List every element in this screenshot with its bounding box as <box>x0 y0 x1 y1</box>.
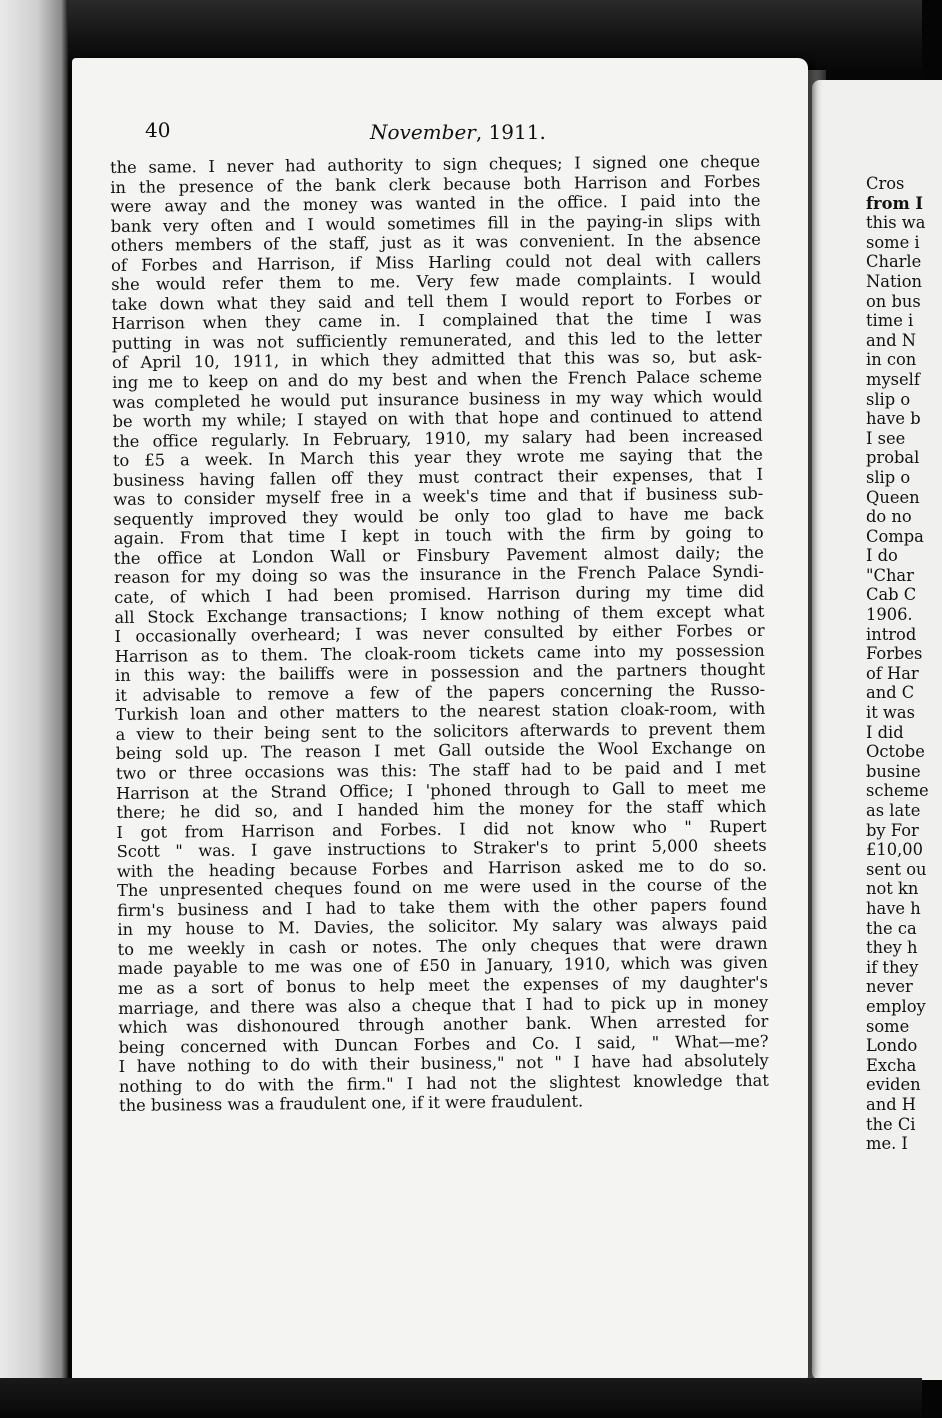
right-page-line: time i <box>866 311 914 331</box>
right-page-line: slip o <box>866 467 911 487</box>
body-line: to me weekly in cash or notes. The only cheques that were drawn <box>117 933 768 959</box>
right-page-line: introd <box>866 624 917 644</box>
body-line: again. From that time I kept in touch with the firm by going to <box>113 523 764 549</box>
body-line: I occasionally overheard; I was never consulted by either Forbes or <box>114 620 765 647</box>
right-page-line: this wa <box>866 213 926 233</box>
right-page-line: not kn <box>866 879 919 899</box>
body-line: me as a sort of bonus to help meet the expenses of my daughter's <box>117 972 769 998</box>
body-line: The unpresented cheques found on me were used in the course of the <box>116 874 768 901</box>
right-page-line: scheme <box>866 781 929 801</box>
body-line: the business was a fraudulent one, if it were fraudulent. <box>119 1091 584 1116</box>
right-page-line: never <box>866 977 913 997</box>
body-line: putting in was not sufficiently remunerated, and this led to the letter <box>111 327 762 353</box>
body-line: with the heading because Forbes and Harrison asked me to do so. <box>116 855 767 881</box>
body-line: all Stock Exchange transactions; I know nothing of them except what <box>114 601 765 627</box>
right-page-line: 1906. <box>866 605 913 625</box>
right-page-line: probal <box>866 448 920 468</box>
body-line: to £5 a week. In March this year they wrote me saying that the <box>112 444 763 471</box>
right-page-line: Octobe <box>866 742 925 762</box>
right-page-line: Excha <box>866 1055 917 1075</box>
right-page-line: "Char <box>866 565 914 585</box>
right-page-line: the ca <box>866 918 917 938</box>
right-page-body-text <box>866 174 929 1154</box>
body-line: in my house to M. Davies, the solicitor. My salary was always paid <box>117 914 768 940</box>
body-line: firm's business and I had to take them with the other papers found <box>117 894 768 920</box>
right-page-line: and H <box>866 1094 916 1114</box>
body-line: Harrison when they came in. I complained that the time I was <box>111 308 762 334</box>
body-line: Scott " was. I gave instructions to Straker's to print 5,000 sheets <box>116 835 767 862</box>
right-page-line: do no <box>866 507 912 527</box>
right-page-line: if they <box>866 957 919 977</box>
body-line: marriage, and there was also a cheque that I had to pick up in money <box>118 992 769 1018</box>
body-line: a view to their being sent to the solicitors afterwards to prevent them <box>115 718 766 744</box>
body-line: cate, of which I had been promised. Harrison during my time did <box>114 581 765 608</box>
running-title-year: , 1911. <box>475 120 546 144</box>
body-line: the same. I never had authority to sign cheques; I signed one cheque <box>110 151 761 177</box>
body-line: sequently improved they would be only too glad to have me back <box>113 503 764 529</box>
running-title-month: November <box>370 120 476 144</box>
body-line: two or three occasions was this: The staff had to be paid and I met <box>115 757 766 783</box>
body-line: ing me to keep on and do my best and when the French Palace scheme <box>112 366 763 393</box>
right-page-line: eviden <box>866 1075 921 1095</box>
right-page-line: they h <box>866 938 918 958</box>
right-page-line: some i <box>866 232 920 252</box>
right-page-line: some <box>866 1016 910 1036</box>
body-line: Harrison as to them. The cloak-room tickets came into my possession <box>114 640 765 666</box>
body-line: I have nothing to do with their business," not " I have had absolutely <box>118 1050 769 1077</box>
right-page-line: Cab C <box>866 585 917 605</box>
right-page-line: it was <box>866 703 915 723</box>
right-page-line: and C <box>866 683 915 703</box>
scan-bottom-edge <box>0 1378 922 1418</box>
body-line: business having fallen off they must contract their expenses, that I <box>113 464 764 490</box>
right-page-line: Compa <box>866 526 924 546</box>
right-page-line: by For <box>866 820 919 840</box>
left-page-body-text <box>110 152 769 1116</box>
right-page-line: me. I <box>866 1134 908 1154</box>
body-line: the office at London Wall or Finsbury Pavement almost daily; the <box>113 542 764 568</box>
right-page-line: and N <box>866 330 917 350</box>
body-line: Turkish loan and other matters to the nearest station cloak-room, with <box>115 699 766 725</box>
body-line: was to consider myself free in a week's time and that if business sub- <box>113 484 764 510</box>
right-page-line: Forbes <box>866 644 923 664</box>
body-line: were away and the money was wanted in the office. I paid into the <box>110 190 761 217</box>
body-line: in this way: the bailiffs were in possession and the partners thought <box>114 659 766 686</box>
right-page-line: of Har <box>866 663 919 683</box>
right-page-line: employ <box>866 996 926 1016</box>
page-header <box>145 118 745 148</box>
body-line: it advisable to remove a few of the papers concerning the Russo- <box>115 679 766 705</box>
right-page-line: sent ou <box>866 859 927 879</box>
right-page-line: in con <box>866 350 917 370</box>
page-number: 40 <box>145 118 171 142</box>
body-line: being sold up. The reason I met Gall outside the Wool Exchange on <box>115 738 766 764</box>
body-line: others members of the staff, just as it was convenient. In the absence <box>110 229 761 256</box>
body-line: be worth my while; I stayed on with that hope and continued to attend <box>112 405 763 432</box>
body-line: reason for my doing so was the insurance in the French Palace Syndi- <box>113 562 765 588</box>
right-page-line: I do <box>866 546 898 566</box>
right-page-line: Londo <box>866 1036 918 1056</box>
right-page-line: I see <box>866 428 906 448</box>
right-page-line: on bus <box>866 291 921 311</box>
body-line: was completed he would put insurance business in my way which would <box>112 386 763 412</box>
scan-left-edge <box>0 0 68 1418</box>
running-title <box>370 120 546 144</box>
right-page-line: busine <box>866 761 921 781</box>
right-page-line: Cros <box>866 174 905 193</box>
body-line: made payable to me was one of £50 in January, 1910, which was given <box>117 953 768 979</box>
body-line: Harrison at the Strand Office; I 'phoned through to Gall to meet me <box>116 777 767 803</box>
body-line: being concerned with Duncan Forbes and Co. I said, " What—me? <box>118 1031 769 1057</box>
right-page-line: I did <box>866 722 904 742</box>
body-line: nothing to do with the firm." I had not the slightest knowledge that <box>118 1070 769 1096</box>
body-line: which was dishonoured through another bank. When arrested for <box>118 1011 769 1038</box>
body-line: bank very often and I would sometimes fill in the paying-in slips with <box>110 210 761 236</box>
body-line: I got from Harrison and Forbes. I did not know who " Rupert <box>116 816 767 842</box>
right-page-line: Charle <box>866 252 922 272</box>
right-page-line: from I <box>866 193 923 213</box>
right-page-line: have h <box>866 898 921 918</box>
body-line: of Forbes and Harrison, if Miss Harling could not deal with callers <box>110 249 762 275</box>
body-line: the office regularly. In February, 1910, my salary had been increased <box>112 425 763 451</box>
body-line: take down what they said and tell them I would report to Forbes or <box>111 288 762 314</box>
body-line: of April 10, 1911, in which they admitted that this was so, but ask- <box>111 347 763 373</box>
right-page-line: Nation <box>866 271 922 291</box>
right-page-line: slip o <box>866 389 911 409</box>
body-line: there; he did so, and I handed him the money for the staff which <box>116 796 767 823</box>
right-page-line: the Ci <box>866 1114 916 1134</box>
body-line: in the presence of the bank clerk because both Harrison and Forbes <box>110 171 761 197</box>
right-page-line: £10,00 <box>866 840 923 860</box>
right-page-line: have b <box>866 409 921 429</box>
right-page-line: Queen <box>866 487 920 507</box>
right-page-line: myself <box>866 369 920 389</box>
right-page-line: as late <box>866 801 921 820</box>
body-line: she would refer them to me. Very few made complaints. I would <box>111 269 762 295</box>
